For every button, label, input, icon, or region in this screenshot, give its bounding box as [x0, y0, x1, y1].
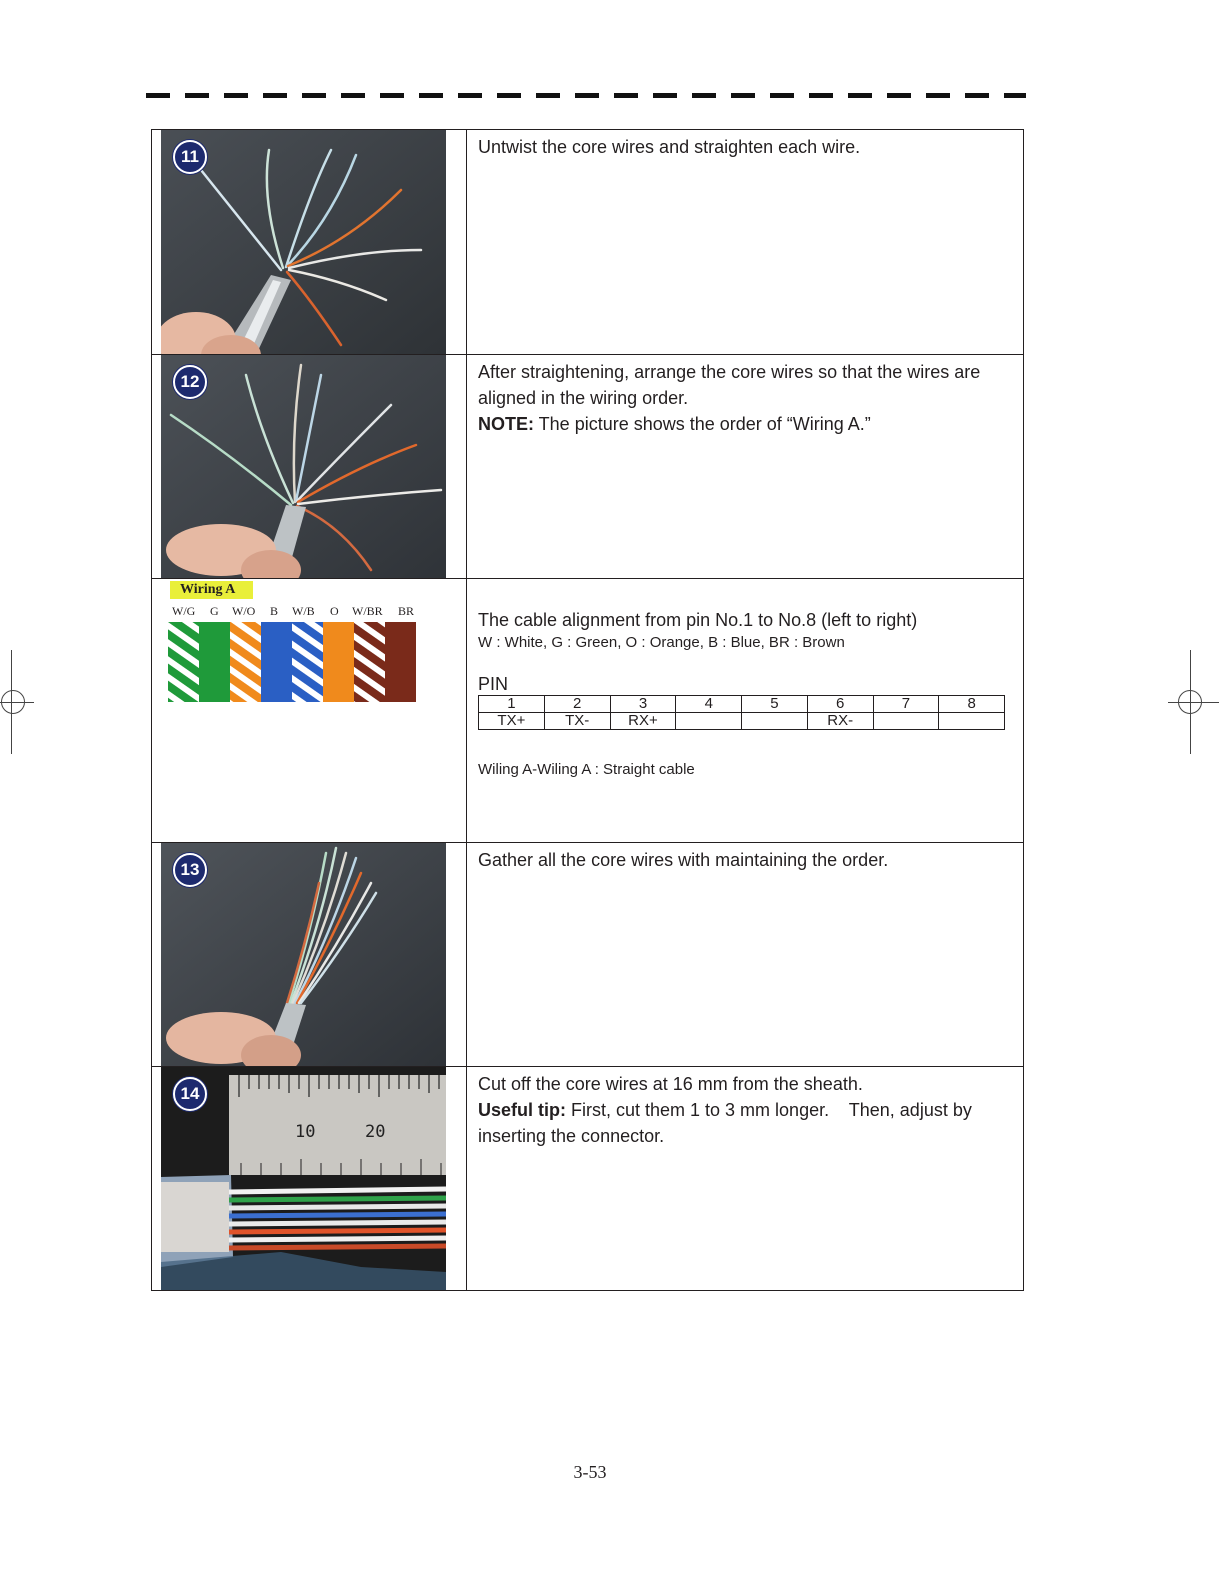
pin-number: 6 — [807, 696, 873, 713]
wire-color-strip — [168, 622, 418, 702]
photo-untwisted-wires — [161, 130, 446, 354]
wiring-description — [468, 579, 1023, 842]
wire-code: O — [330, 604, 339, 618]
header-dash-rule — [146, 93, 1026, 98]
pin-heading: PIN — [478, 674, 509, 694]
step-instruction — [468, 355, 1023, 578]
ruler-label: 10 — [295, 1122, 316, 1142]
pin-number: 7 — [873, 696, 939, 713]
step-number-badge: 14 — [173, 1077, 207, 1111]
pin-number: 3 — [610, 696, 676, 713]
pin-number: 4 — [676, 696, 742, 713]
wiring-row — [152, 579, 1023, 843]
pin-signal — [939, 713, 1005, 730]
alignment-text: The cable alignment from pin No.1 to No.8 (left to right) — [478, 610, 918, 630]
registration-mark-right — [1168, 650, 1219, 754]
instruction-text: Untwist the core wires and straighten each wire. — [478, 137, 861, 157]
step-instruction — [468, 1067, 1023, 1290]
pin-signal — [742, 713, 808, 730]
pin-signal-row — [479, 713, 1005, 730]
pin-number: 8 — [939, 696, 1005, 713]
step-number-badge: 12 — [173, 365, 207, 399]
note-label: NOTE: — [478, 414, 534, 434]
color-legend: W : White, G : Green, O : Orange, B : Blue, BR : Brown — [478, 634, 845, 651]
photo-arranged-wires — [161, 355, 446, 578]
pin-number: 5 — [742, 696, 808, 713]
wire-code: BR — [398, 604, 415, 618]
step-image-cell — [152, 355, 467, 578]
wire-code: B — [270, 604, 279, 618]
step-image-cell — [152, 843, 467, 1066]
pin-signal — [873, 713, 939, 730]
wire-code: W/G — [172, 604, 196, 618]
wiring-diagram-cell — [152, 579, 467, 842]
wire-code: W/B — [292, 604, 315, 618]
step-instruction — [468, 130, 1023, 354]
tip-line — [478, 1097, 1013, 1149]
photo-cut-wires-ruler — [161, 1067, 446, 1290]
tip-label: Useful tip: — [478, 1100, 566, 1120]
wire-code: G — [210, 604, 219, 618]
wire-code: W/O — [232, 604, 256, 618]
step-row-11 — [152, 130, 1023, 355]
photo-gathered-wires — [161, 843, 446, 1066]
note-line — [478, 411, 1013, 437]
step-instruction — [468, 843, 1023, 1066]
pin-number: 2 — [544, 696, 610, 713]
pin-signal: TX+ — [479, 713, 545, 730]
ruler-label: 20 — [365, 1122, 386, 1142]
step-image-cell — [152, 130, 467, 354]
cable-note: Wiling A-Wiling A : Straight cable — [478, 761, 695, 778]
page-number: 3-53 — [573, 1462, 607, 1482]
registration-mark-left — [0, 650, 34, 754]
pin-number: 1 — [479, 696, 545, 713]
step-row-12 — [152, 355, 1023, 579]
note-text: The picture shows the order of “Wiring A.” — [534, 414, 871, 434]
pin-signal: RX- — [807, 713, 873, 730]
pin-table — [478, 695, 1005, 730]
instruction-text: Gather all the core wires with maintaining the order. — [478, 850, 889, 870]
tip-text: First, cut them 1 to 3 mm longer. Then, adjust by inserting the connector. — [478, 1100, 977, 1146]
pin-signal: TX- — [544, 713, 610, 730]
instruction-text: After straightening, arrange the core wires so that the wires are aligned in the wiring order. — [478, 362, 981, 408]
pin-signal: RX+ — [610, 713, 676, 730]
pin-signal — [676, 713, 742, 730]
step-row-13 — [152, 843, 1023, 1067]
step-image-cell — [152, 1067, 467, 1290]
wire-code: W/BR — [352, 604, 383, 618]
pin-number-row — [479, 696, 1005, 713]
step-row-14 — [152, 1067, 1023, 1290]
step-number-badge: 11 — [173, 140, 207, 174]
wiring-label: Wiring A — [170, 581, 253, 599]
procedure-table — [151, 129, 1024, 1291]
step-number-badge: 13 — [173, 853, 207, 887]
instruction-text: Cut off the core wires at 16 mm from the sheath. — [478, 1074, 863, 1094]
